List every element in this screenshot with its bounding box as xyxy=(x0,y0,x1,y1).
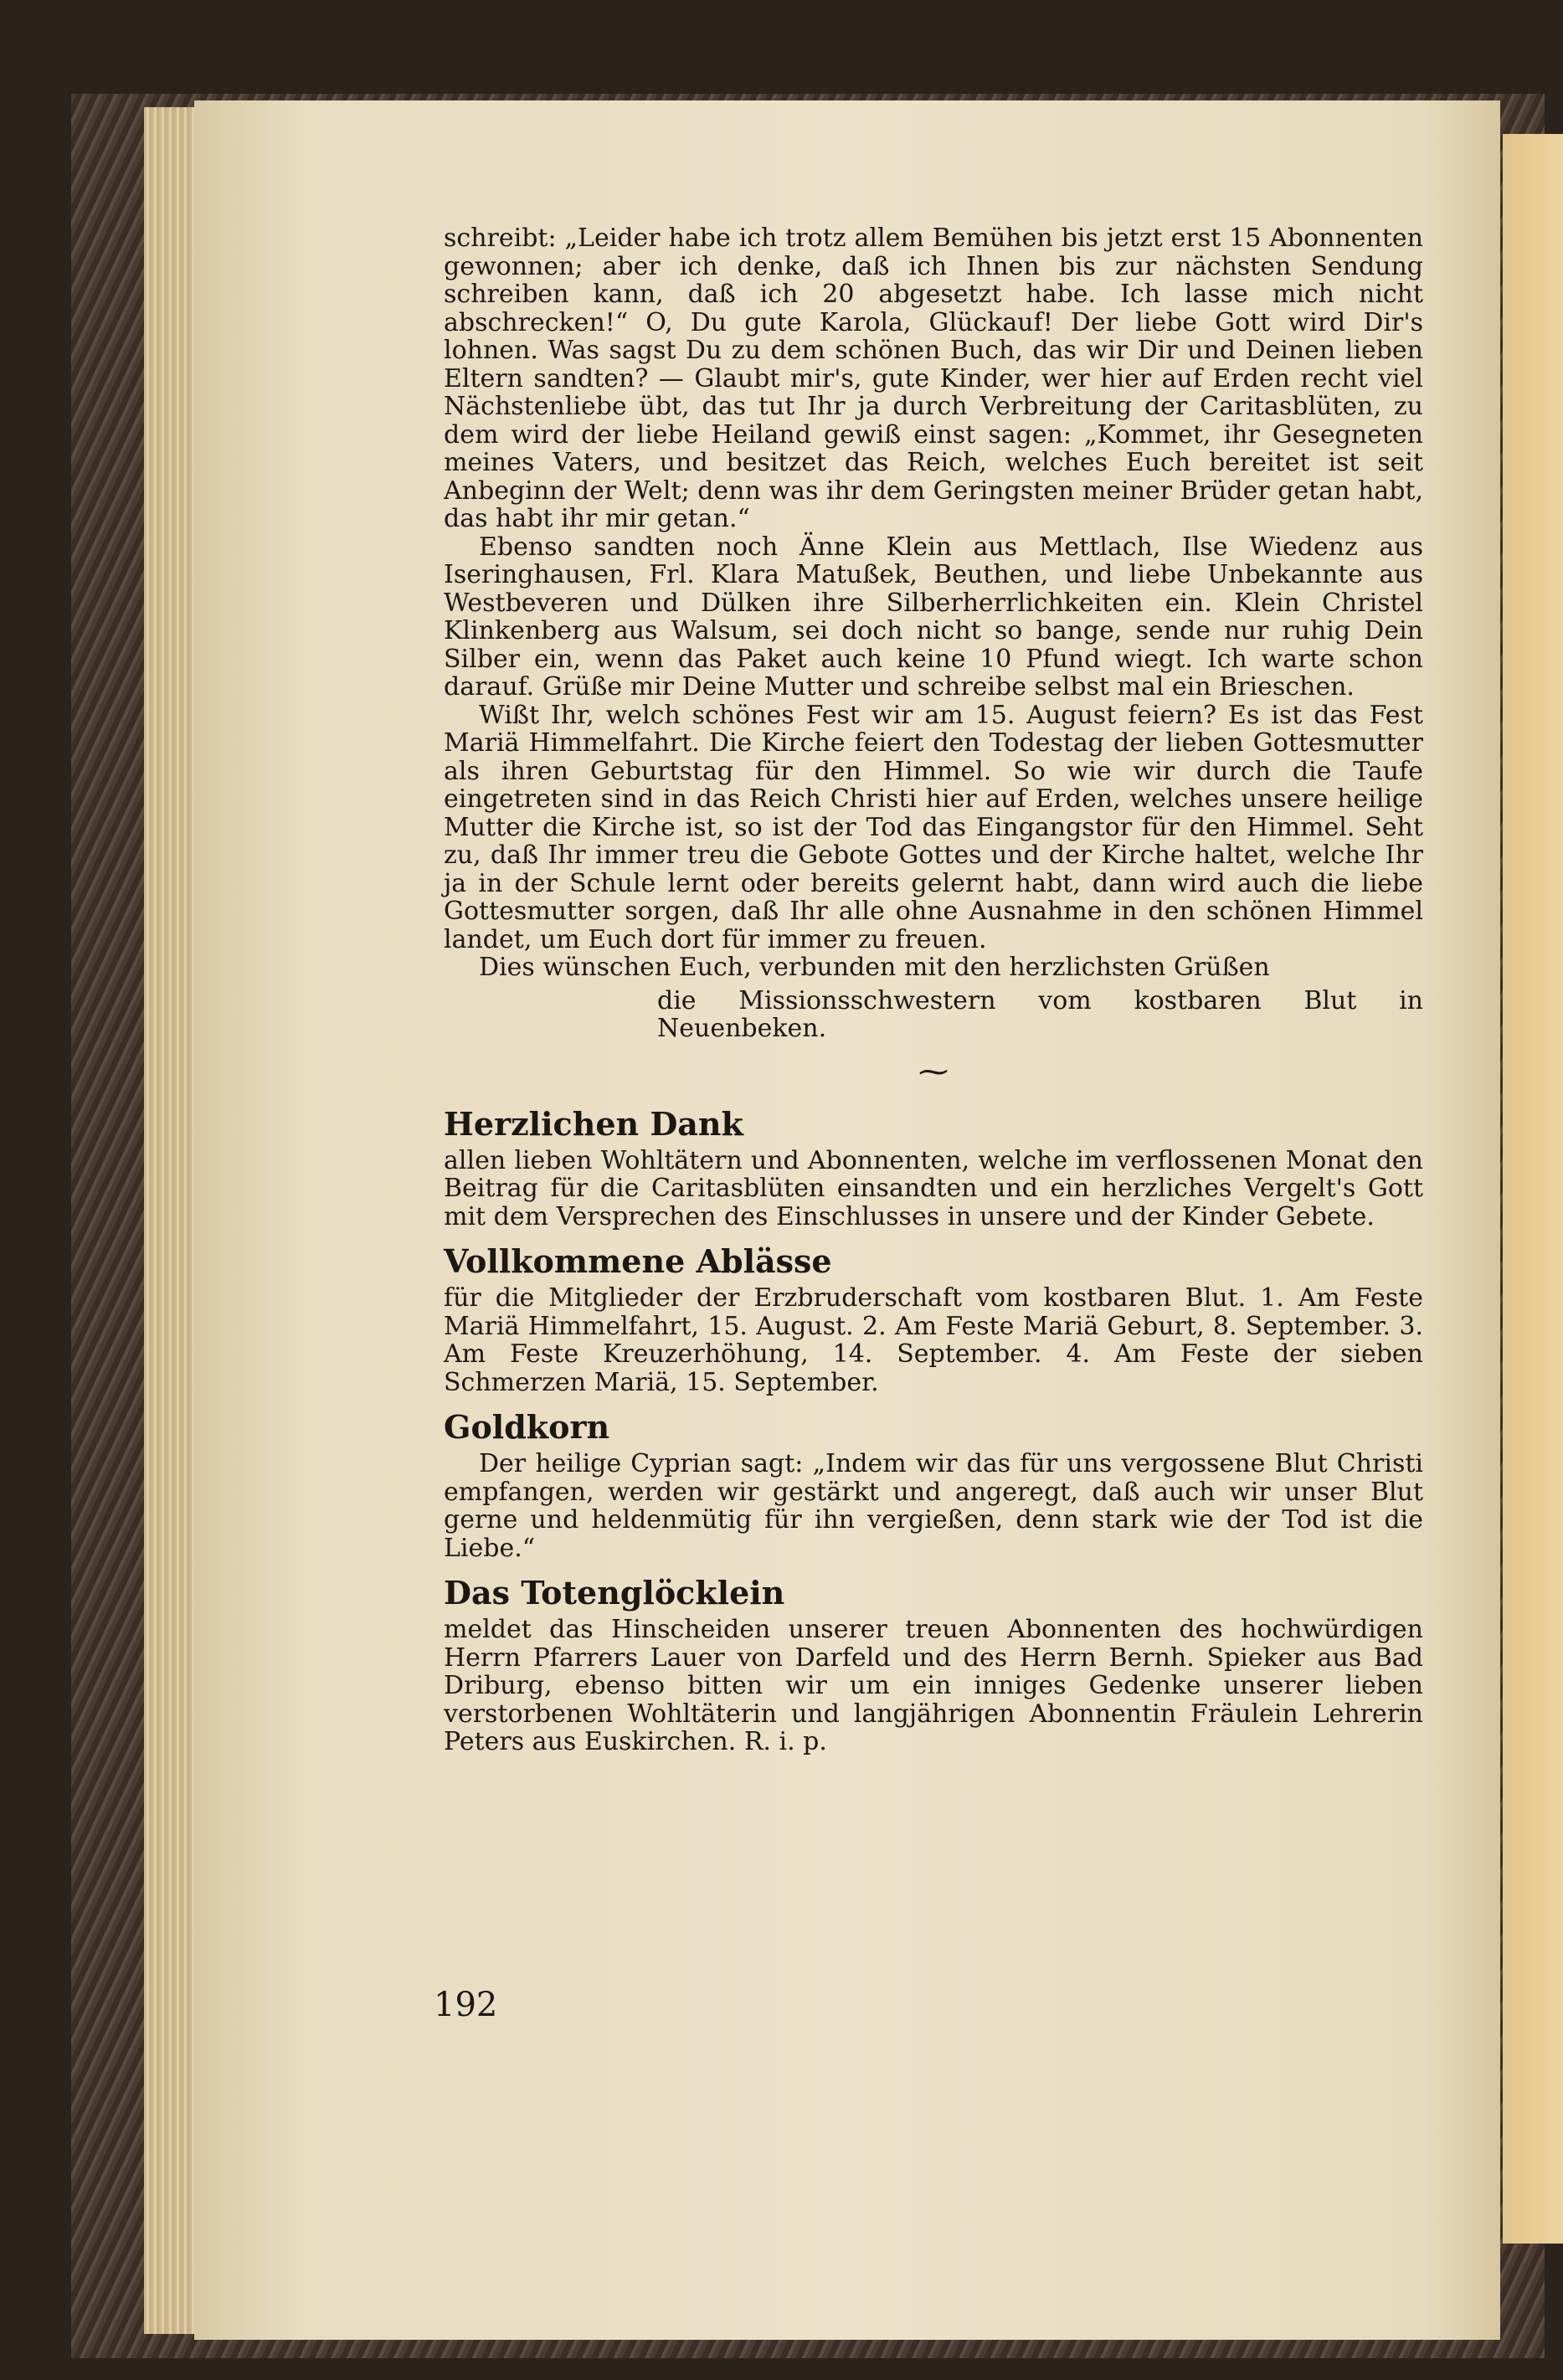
heading-totengloecklein: Das Totenglöcklein xyxy=(444,1574,785,1612)
letter-paragraph-2: Ebenso sandten noch Änne Klein aus Mettlach, Ilse Wiedenz aus Iseringhausen, Frl. Klara Matußek, Beuthen, und liebe Unbekannte aus Westbeveren und Dülken ihre Silberherrlichkeiten ein. Klein Christel Klinkenberg aus Walsum, sei doch nicht so bange, sende nur ruhig Dein Silber ein, wenn das Paket auch keine 10 Pfund wiegt. Ich warte schon darauf. Grüße mir Deine Mutter und schreibe selbst mal ein Brieschen. xyxy=(444,532,1423,702)
page-text xyxy=(444,224,1423,1756)
letter-paragraph-3: Wißt Ihr, welch schönes Fest wir am 15. August feiern? Es ist das Fest Mariä Himmelfahrt. Die Kirche feiert den Todestag der lieben Gottesmutter als ihren Geburtstag für den Himmel. So wie wir durch die Taufe eingetreten sind in das Reich Christi hier auf Erden, welches unsere heilige Mutter die Kirche ist, so ist der Tod das Eingangstor für den Himmel. Seht zu, daß Ihr immer treu die Gebote Gottes und der Kirche haltet, welche Ihr ja in der Schule lernt oder bereits gelernt habt, dann wird auch die liebe Gottesmutter sorgen, daß Ihr alle ohne Ausnahme in den schönen Himmel landet, um Euch dort für immer zu freuen. xyxy=(444,700,1423,954)
letter-signature: die Missionsschwestern vom kostbaren Blut in Neuenbeken. xyxy=(657,985,1423,1043)
heading-herzlichen-dank: Herzlichen Dank xyxy=(444,1104,743,1143)
next-page-edge xyxy=(1503,134,1563,2244)
page-number: 192 xyxy=(434,1986,498,2024)
heading-goldkorn: Goldkorn xyxy=(444,1408,610,1446)
heading-vollkommene-ablaesse: Vollkommene Ablässe xyxy=(444,1242,832,1280)
ornament-divider: ⁓ xyxy=(918,1054,949,1089)
dank-body: allen lieben Wohltätern und Abonnenten, welche im verflossenen Monat den Beitrag für die Caritasblüten einsandten und ein herzliches Vergelt's Gott mit dem Versprechen des Einschlusses in unsere und der Kinder Gebete. xyxy=(444,1145,1423,1231)
ablaesse-body: für die Mitglieder der Erzbruderschaft vom kostbaren Blut. 1. Am Feste Mariä Himmelfahrt, 15. August. 2. Am Feste Mariä Geburt, 8. September. 3. Am Feste Kreuzerhöhung, 14. September. 4. Am Feste der sieben Schmerzen Mariä, 15. September. xyxy=(444,1283,1423,1397)
goldkorn-body: Der heilige Cyprian sagt: „Indem wir das für uns vergossene Blut Christi empfangen, werden wir gestärkt und angeregt, daß auch wir unser Blut gerne und heldenmütig für ihn vergießen, denn stark wie der Tod ist die Liebe.“ xyxy=(444,1449,1423,1563)
letter-paragraph-1: schreibt: „Leider habe ich trotz allem Bemühen bis jetzt erst 15 Abonnenten gewonnen; aber ich denke, daß ich Ihnen bis zur nächsten Sendung schreiben kann, daß ich 20 abgesetzt habe. Ich lasse mich nicht abschrecken!“ O, Du gute Karola, Glückauf! Der liebe Gott wird Dir's lohnen. Was sagst Du zu dem schönen Buch, das wir Dir und Deinen lieben Eltern sandten? — Glaubt mir's, gute Kinder, wer hier auf Erden recht viel Nächstenliebe übt, das tut Ihr ja durch Verbreitung der Caritasblüten, zu dem wird der liebe Heiland gewiß einst sagen: „Kommet, ihr Gesegneten meines Vaters, und besitzet das Reich, welches Euch bereitet ist seit Anbeginn der Welt; denn was ihr dem Geringsten meiner Brüder getan habt, das habt ihr mir getan.“ xyxy=(444,224,1423,533)
letter-paragraph-4: Dies wünschen Euch, verbunden mit den herzlichsten Grüßen xyxy=(479,953,1270,982)
toten-body: meldet das Hinscheiden unserer treuen Abonnenten des hochwürdigen Herrn Pfarrers Lauer von Darfeld und des Herrn Bernh. Spieker aus Bad Driburg, ebenso bitten wir um ein inniges Gedenke unserer lieben verstorbenen Wohltäterin und langjährigen Abonnentin Fräulein Lehrerin Peters aus Euskirchen. R. i. p. xyxy=(444,1615,1423,1756)
